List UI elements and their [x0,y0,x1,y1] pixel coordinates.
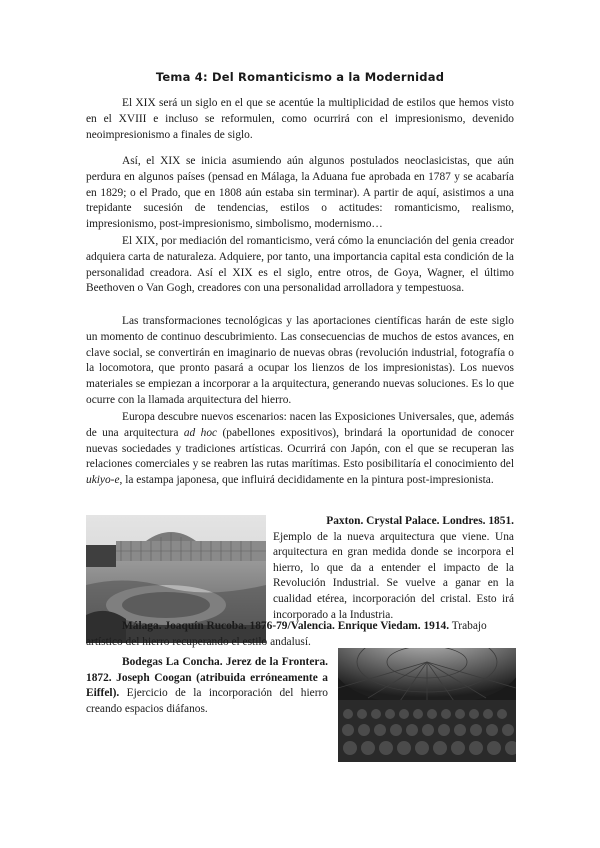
paragraph-2-text: Así, el XIX se inicia asumiendo aún algunos postulados neoclasicistas, que aún perdura en algunos países (pensad en Málaga, la Aduana fue aprobada en 1787 y se acabaría en 1829; o el Prado, que en 1808 aún estaba sin terminar). A partir de aquí, asistimos a una trepidante sucesión de tendencias, estilos o actitudes: romanticismo, realismo, impresionismo, post-impresionismo, simbolismo, modernismo… [86,155,514,231]
caption-bodegas-title: Bodegas La Concha. Jerez de la Frontera. 1872. Joseph Coogan (atribuida erróneamente a Eiffel). [86,656,328,700]
ad-hoc-term: ad hoc [183,426,218,439]
ukiyo-e-term: ukiyo-e [86,474,120,487]
caption-malaga-valencia [86,619,514,650]
paragraph-5-text-c: , la estampa japonesa, que influirá decididamente en la pintura post-impresionista. [119,474,494,487]
paragraph-5-text-b: (pabellones expositivos), brindará la oportunidad de conocer nuevas sociedades y tradiciones artísticas. Ocurrirá con Japón, con el que se recuperan las relaciones comerciales y se reabren las rutas marítimas. Esto posibilitaría el conocimiento del [86,426,514,471]
paragraph-2 [86,154,514,233]
paragraph-5-text-a: Europa descubre nuevos escenarios: nacen las Exposiciones Universales, que, además de una arquitectura [86,411,514,439]
caption-malaga-title: Málaga. Joaquín Rucoba. 1876-79/Valencia. Enrique Viedam. 1914. [122,620,450,632]
paragraph-1 [86,96,514,143]
bodegas-la-concha-photo [338,648,516,762]
paragraph-3-text: El XIX, por mediación del romanticismo, verá cómo la enunciación del genia creador adquiera carta de naturaleza. Adquiere, por tanto, una importancia capital esta condición de la personalidad creadora. Así el XIX es el siglo, entre otros, de Goya, Wagner, el último Beethoven o Van Gogh, creadores con una personalidad arrolladora y tempestuosa. [86,235,514,295]
caption-malaga-text: Trabajo artístico del hierro recuperando el estilo andalusí. [86,620,487,648]
paragraph-5 [86,410,514,489]
caption-crystal-palace-text: Ejemplo de la nueva arquitectura que viene. Una arquitectura en gran medida donde se incorpora el hierro, lo que da a entender el impacto de la Revolución Industrial. Se vuelve a ganar en la cualidad etérea, incorporación del cristal. Esto irá incorporado a la Industria. [273,530,514,621]
caption-crystal-palace [273,514,514,623]
paragraph-3 [86,234,514,297]
paragraph-1-text: El XIX será un siglo en el que se acentúe la multiplicidad de estilos que hemos visto en el XVIII e incluso se reformulen, como ocurrirá con el impresionismo, devenido neoimpresionismo a finales de siglo. [86,97,514,141]
caption-crystal-palace-title: Paxton. Crystal Palace. Londres. 1851. [326,515,514,527]
paragraph-4-text: Las transformaciones tecnológicas y las aportaciones científicas harán de este siglo un momento de continuo descubrimiento. Las consecuencias de muchos de estos avances, en clave social, se convertirán en imaginario de nuevas obras (revolución industrial, fotografía o la locomotora, que pronto pasará a ocupar los lienzos de los impresionistas). Los nuevos materiales se empiezan a incorporar a la arquitectura, generando nuevas soluciones. Es lo que ocurre con la llamada arquitectura del hierro. [86,315,514,406]
caption-bodegas-text: Ejercicio de la incorporación del hierro creando espacios diáfanos. [86,687,328,715]
paragraph-4 [86,314,514,409]
page-title: Tema 4: Del Romanticismo a la Modernidad [155,70,445,84]
caption-bodegas [86,655,328,717]
